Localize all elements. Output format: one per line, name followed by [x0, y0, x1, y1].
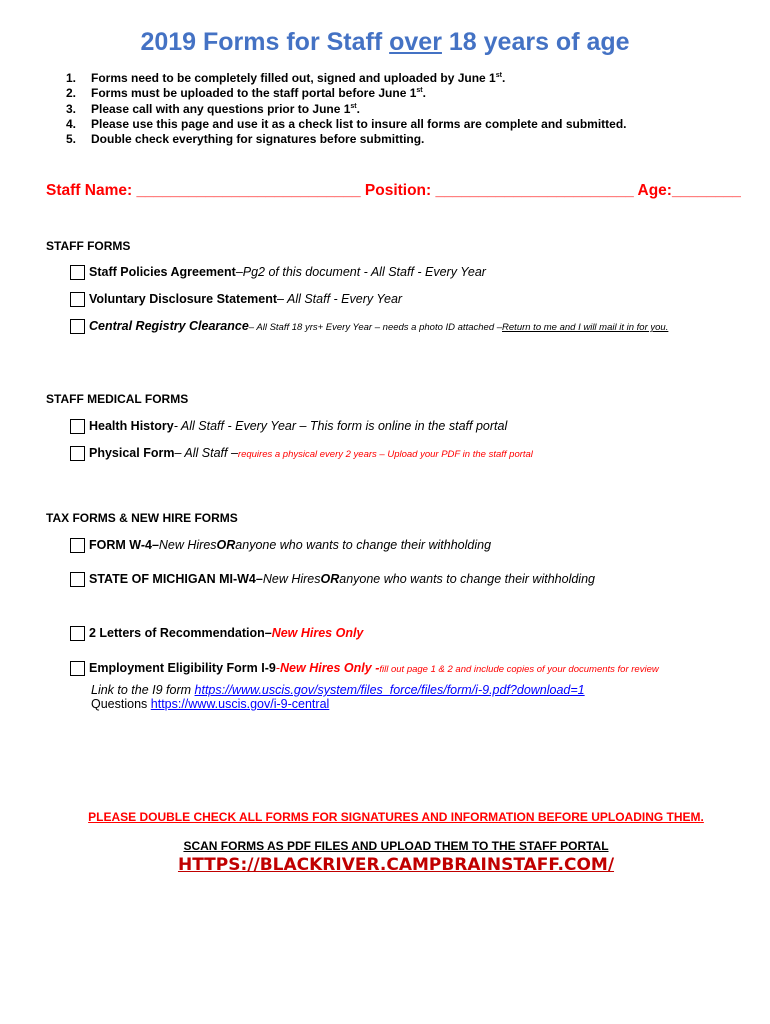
checkbox[interactable]	[70, 446, 85, 461]
form-detail: - All Staff - Every Year – This form is online in the staff portal	[173, 419, 508, 433]
form-name: FORM W-4	[89, 538, 152, 552]
scan-instructions: SCAN FORMS AS PDF FILES AND UPLOAD THEM TO THE STAFF PORTAL	[183, 839, 609, 853]
form-name: Employment Eligibility Form I-9	[89, 661, 276, 675]
form-detail: – All Staff 18 yrs+ Every Year – needs a photo ID attached –	[248, 322, 503, 333]
staff-name-field[interactable]: __________________________	[136, 182, 361, 199]
checklist-item-w4	[70, 537, 491, 552]
form-name: 2 Letters of Recommendation	[89, 626, 265, 640]
age-label: Age:	[637, 182, 672, 199]
i9-link-label: Link to the I9 form	[91, 683, 195, 697]
form-note: New Hires Only	[271, 626, 364, 640]
form-detail: – All Staff –	[174, 446, 238, 460]
staff-portal-link[interactable]: HTTPS://BLACKRIVER.CAMPBRAINSTAFF.COM/	[177, 855, 615, 875]
form-name: Health History	[89, 419, 174, 433]
checklist-item-letters	[70, 625, 363, 640]
instruction-number: 2.	[66, 86, 77, 101]
checklist-item-health-history	[70, 418, 507, 433]
checklist-item-i9	[70, 660, 659, 675]
instruction-number: 4.	[66, 116, 77, 131]
instruction-item	[66, 86, 627, 101]
instruction-text: Please use this page and use it as a check list to insure all forms are complete and submitted.	[91, 116, 627, 131]
instruction-item	[66, 102, 627, 117]
position-label: Position:	[364, 182, 436, 199]
instruction-text: Please call with any questions prior to June 1st.	[91, 101, 360, 116]
tax-forms-heading: TAX FORMS & NEW HIRE FORMS	[46, 511, 238, 525]
i9-link-line	[91, 683, 585, 697]
form-detail: – All Staff - Every Year	[277, 292, 403, 306]
or-text: OR	[320, 572, 340, 586]
page-title	[0, 28, 770, 57]
title-prefix: 2019 Forms for Staff	[140, 28, 390, 56]
checklist-item-physical-form	[70, 445, 533, 460]
form-note: New Hires Only -	[280, 661, 380, 675]
instruction-number: 3.	[66, 101, 77, 116]
form-note: requires a physical every 2 years – Upload your PDF in the staff portal	[237, 449, 533, 460]
or-text: OR	[216, 538, 236, 552]
checkbox[interactable]	[70, 538, 85, 553]
checklist-item-staff-policies	[70, 264, 486, 279]
instruction-number: 5.	[66, 132, 77, 147]
position-field[interactable]: _______________________	[435, 182, 634, 199]
dash: -	[275, 661, 281, 675]
checkbox[interactable]	[70, 572, 85, 587]
form-detail: New Hires	[262, 572, 321, 586]
staff-forms-heading: STAFF FORMS	[46, 239, 131, 253]
form-name: STATE OF MICHIGAN MI-W4	[89, 572, 256, 586]
dash: –	[151, 538, 159, 552]
checklist-item-central-registry	[70, 318, 668, 333]
i9-form-link[interactable]: https://www.uscis.gov/system/files_force/files/form/i-9.pdf?download=1	[194, 683, 585, 697]
double-check-warning: PLEASE DOUBLE CHECK ALL FORMS FOR SIGNATURES AND INFORMATION BEFORE UPLOADING THEM.	[88, 810, 704, 824]
form-note: Return to me and I will mail it in for you.	[502, 322, 669, 333]
checkbox[interactable]	[70, 319, 85, 334]
title-underlined-word: over	[389, 28, 442, 56]
instructions-list	[66, 71, 627, 147]
age-field[interactable]: ________	[671, 182, 741, 199]
dash: –	[255, 572, 263, 586]
instruction-item	[66, 71, 627, 86]
i9-questions-link[interactable]: https://www.uscis.gov/i-9-central	[150, 697, 330, 711]
staff-name-label: Staff Name:	[46, 182, 137, 199]
form-name: Physical Form	[89, 446, 175, 460]
form-name: Staff Policies Agreement	[89, 265, 236, 279]
instruction-item	[66, 132, 627, 147]
checkbox[interactable]	[70, 626, 85, 641]
medical-forms-heading: STAFF MEDICAL FORMS	[46, 392, 189, 406]
checkbox[interactable]	[70, 265, 85, 280]
form-detail: fill out page 1 & 2 and include copies of your documents for review	[379, 664, 659, 675]
instruction-text: Forms must be uploaded to the staff portal before June 1st.	[91, 86, 426, 101]
form-detail: –Pg2 of this document - All Staff - Every Year	[235, 265, 486, 279]
i9-questions-line	[91, 697, 329, 711]
instruction-text: Double check everything for signatures before submitting.	[91, 132, 425, 147]
staff-info-line	[46, 182, 741, 200]
form-detail: New Hires	[158, 538, 217, 552]
checklist-item-mi-w4	[70, 571, 595, 586]
instruction-item	[66, 117, 627, 132]
checkbox[interactable]	[70, 292, 85, 307]
dash: –	[264, 626, 272, 640]
instruction-number: 1.	[66, 71, 77, 85]
form-name: Central Registry Clearance	[89, 319, 249, 333]
title-suffix: 18 years of age	[441, 28, 630, 56]
checkbox[interactable]	[70, 661, 85, 676]
checkbox[interactable]	[70, 419, 85, 434]
form-detail: anyone who wants to change their withholding	[339, 572, 595, 586]
form-name: Voluntary Disclosure Statement	[89, 292, 278, 306]
questions-label: Questions	[91, 697, 151, 711]
form-detail: anyone who wants to change their withholding	[235, 538, 492, 552]
instruction-text: Forms need to be completely filled out, signed and uploaded by June 1st.	[91, 71, 506, 85]
checklist-item-voluntary-disclosure	[70, 291, 402, 306]
